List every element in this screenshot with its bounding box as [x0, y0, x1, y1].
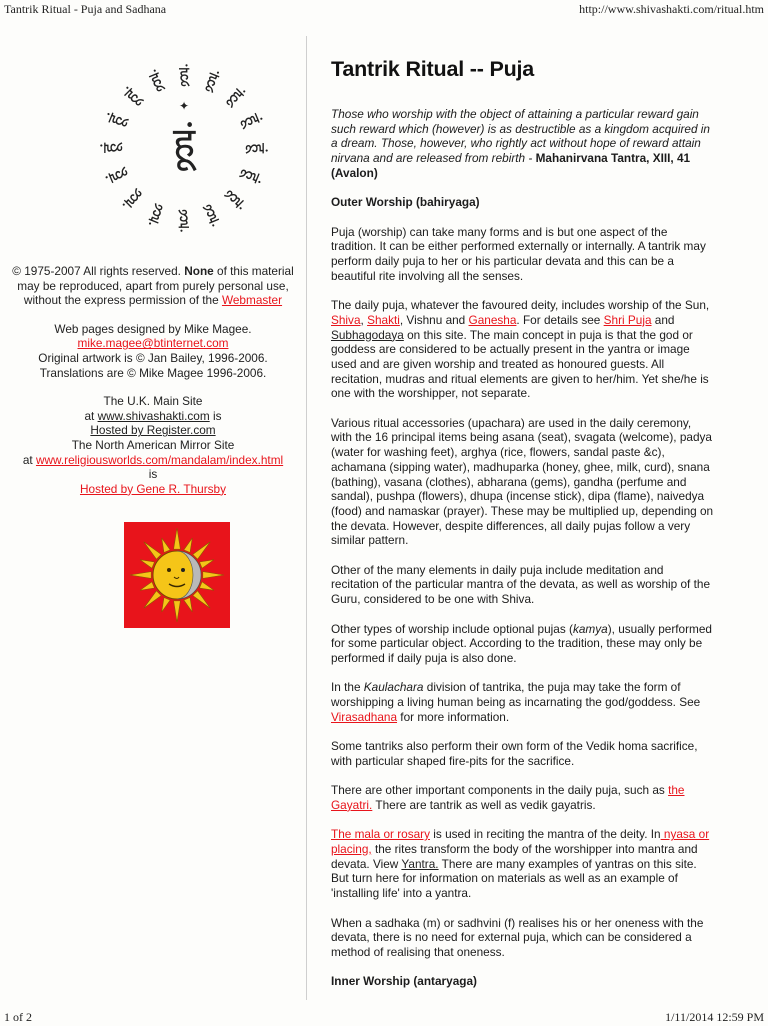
ring-glyph: हूं — [120, 188, 144, 212]
ring-glyph: हूं — [224, 188, 248, 212]
page-counter: 1 of 2 — [4, 1010, 32, 1024]
paragraph: When a sadhaka (m) or sadhvini (f) realises his or her oneness with the devata, there is no need for external puja, which can be considered a method of realising that oneness. — [331, 915, 704, 959]
article-title: Tantrik Ritual -- Puja — [331, 57, 535, 81]
ring-glyph: हूं — [224, 84, 248, 108]
gayatri-link[interactable]: the Gayatri. — [331, 783, 685, 812]
paragraph: The daily puja, whatever the favoured deity, includes worship of the Sun, Shiva, Shakti, Vishnu and Ganesha. For details see Shri Puja and Subhagodaya on this site. The main concept in puja is that the god or goddess are considered to be actually present in the yantra or image used and are given worship and treated as honoured guests. All recitation, mudras and ritual elements are given to her/him. Yet she/he is one with the worshipper, not separate. — [331, 298, 710, 401]
mantra-wheel-icon — [94, 56, 274, 236]
ring-glyph: हूं — [146, 204, 165, 229]
ganesha-link[interactable]: Ganesha — [468, 312, 517, 327]
paragraph: Various ritual accessories (upachara) are used in the daily ceremony, with the 16 principal items being asana (seat), svagata (welcome), padya (water for washing feet), arghya (rice, flowers, sandal paste &c), achamana (sipping water), madhuparka (honey, ghee, milk, curd), snana (bathing), vasana (clothes), abharana (gems), gandha (perfume and sandal), pushpa (flowers), dhupa (incense stick), dipa (flame), naivedya (food) and namaskar (prayer). These may be multiplied up, depending on the devata. However, despite differences, all daily pujas follow a very similar pattern. — [331, 415, 714, 548]
ring-glyph: हूं — [240, 110, 265, 129]
ring-glyph: हूं — [103, 167, 128, 186]
ring-glyph: हूं — [120, 84, 144, 108]
ring-glyph: हूं — [146, 67, 165, 92]
sun-moon-artwork — [124, 522, 230, 628]
subhagodaya-link[interactable]: Subhagodaya — [331, 327, 404, 342]
paragraph: In the Kaulachara division of tantrika, the puja may take the form of worshipping a living human being as incarnating the god/goddess. See Virasadhana for more information. — [331, 680, 701, 724]
paragraph: Some tantriks also perform their own form of the Vedik homa sacrifice, with particular shaped fire-pits for the sacrifice. — [331, 739, 698, 768]
ring-glyph: हूं — [99, 142, 121, 154]
register-link[interactable]: Hosted by Register.com — [90, 423, 216, 438]
page-url: http://www.shivashakti.com/ritual.htm — [579, 2, 764, 16]
main-site-link[interactable]: www.shivashakti.com — [97, 408, 210, 423]
virasadhana-link[interactable]: Virasadhana — [331, 709, 398, 724]
epigraph: Those who worship with the object of attaining a particular reward gain such reward which (however) is as destructible as a kingdom acquired in a dream. Those, however, who rightly act without hope of reward attain nirvana and are released from rebirth - Mahanirvana Tantra, XIII, 41 (Avalon) — [331, 107, 710, 180]
print-header — [0, 0, 768, 18]
ring-glyph: हूं — [178, 211, 190, 233]
ring-glyph: हूं — [103, 110, 128, 129]
email-link[interactable]: mike.magee@btinternet.com — [77, 336, 229, 351]
central-mantra: हूं — [172, 118, 196, 167]
paragraph: Other types of worship include optional pujas (kamya), usually performed for some particular object. According to the tradition, these may only be performed if daily puja is also done. — [331, 621, 712, 665]
mala-link[interactable]: The mala or rosary — [331, 827, 430, 842]
print-datetime: 1/11/2014 12:59 PM — [665, 1010, 764, 1024]
copyright-block: © 1975-2007 All rights reserved. None of this material may be reproduced, apart from purely personal use, without the express permission of the Webmaster Web pages designed by Mike Magee. mike.magee@btinternet.com Original artwork is © Jan Bailey, 1996-2006. Translations are © Mike Magee 1996-2006. The U.K. Main Site at www.shivashakti.com is Hosted by Register.com The North American Mirror Site at www.religiousworlds.com/mandalam/index.html is Hosted by Gene R. Thursby — [12, 264, 294, 496]
ring-glyph: हूं — [203, 67, 222, 92]
paragraph: Puja (worship) can take many forms and is but one aspect of the tradition. It can be either performed externally or internally. A tantrik may perform daily puja to her or his particular devata and this can be a beautiful rite involving all the senses. — [331, 224, 706, 283]
epigraph-source: Mahanirvana Tantra, XIII, 41 (Avalon) — [331, 151, 691, 180]
page-title: Tantrik Ritual - Puja and Sadhana — [4, 2, 167, 16]
shri-puja-link[interactable]: Shri Puja — [603, 312, 652, 327]
shiva-link[interactable]: Shiva — [331, 312, 361, 327]
outer-worship-heading: Outer Worship (bahiryaga) — [331, 195, 480, 210]
sidebar — [0, 36, 307, 1000]
inner-worship-heading: Inner Worship (antaryaga) — [331, 974, 477, 989]
svg-text:✦: ✦ — [178, 99, 190, 113]
thursby-link[interactable]: Hosted by Gene R. Thursby — [79, 481, 226, 496]
ring-glyph: हूं — [203, 204, 222, 229]
nyasa-link[interactable]: nyasa or placing, — [331, 827, 710, 856]
ring-glyph: हूं — [240, 167, 265, 186]
article — [331, 56, 714, 1004]
paragraph: There are other important components in the daily puja, such as the Gayatri. There are tantrik as well as vedik gayatris. — [331, 783, 685, 812]
ring-glyph: हूं — [247, 142, 269, 154]
paragraph: The mala or rosary is used in reciting the mantra of the deity. In nyasa or placing, the rites transform the body of the worshipper into mantra and devata. View Yantra. There are many examples of yantras on this site. But turn here for information on materials as well as an example of 'installing life' into a yantra. — [331, 827, 710, 901]
shakti-link[interactable]: Shakti — [367, 312, 400, 327]
webmaster-link[interactable]: Webmaster — [221, 293, 283, 308]
mirror-site-link[interactable]: www.religiousworlds.com/mandalam/index.html — [35, 452, 284, 467]
ring-glyph: हूं — [178, 63, 190, 85]
print-footer — [0, 1008, 768, 1026]
paragraph: Other of the many elements in daily puja include meditation and recitation of the particular mantra of the devata, as well as worship of the Guru, considered to be one with Shiva. — [331, 562, 711, 607]
yantra-link[interactable]: Yantra. — [401, 856, 439, 871]
